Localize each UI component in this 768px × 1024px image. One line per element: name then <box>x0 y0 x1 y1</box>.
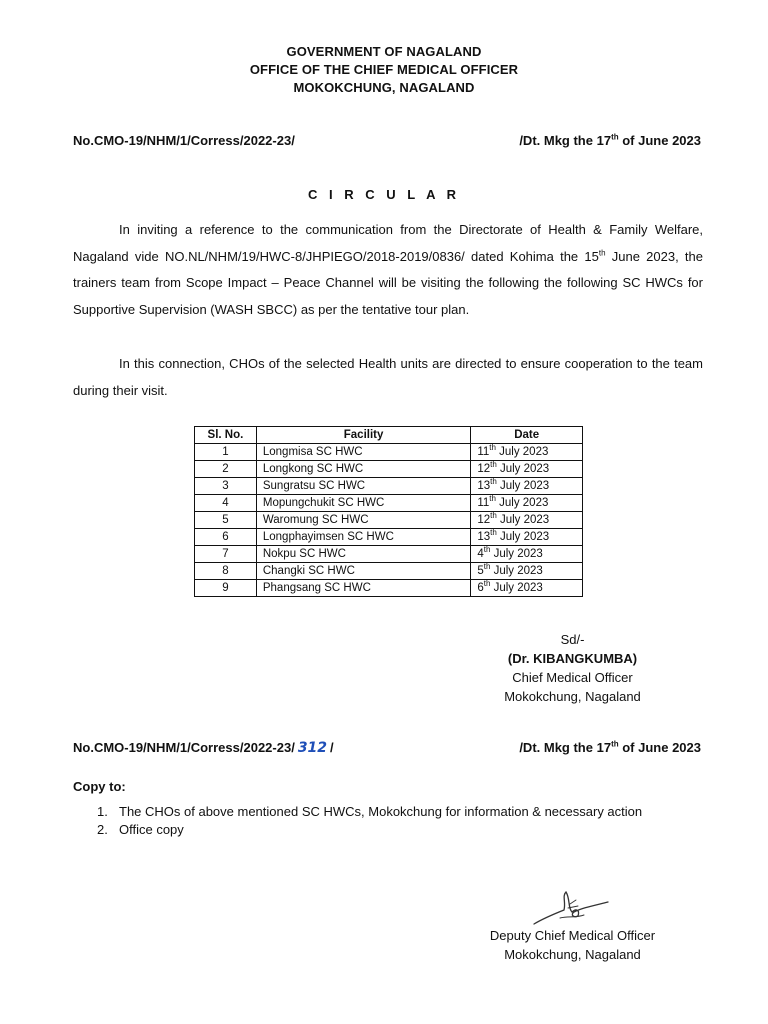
table-row <box>195 529 583 546</box>
table-row <box>195 580 583 597</box>
header-office: OFFICE OF THE CHIEF MEDICAL OFFICER <box>249 62 519 77</box>
header-location: MOKOKCHUNG, NAGALAND <box>293 80 475 95</box>
table-row <box>195 563 583 580</box>
signatory-place: Mokokchung, Nagaland <box>504 689 641 704</box>
cell-sl-no: 8 <box>195 563 257 580</box>
cell-facility: Mopungchukit SC HWC <box>256 495 470 512</box>
table-row <box>195 512 583 529</box>
signatory-name: (Dr. KIBANGKUMBA) <box>507 651 638 666</box>
signatory-designation: Deputy Chief Medical Officer <box>489 928 656 943</box>
document-title: C I R C U L A R <box>308 187 460 202</box>
table-header-row <box>195 427 583 444</box>
signature-block-dcmo <box>440 926 705 964</box>
cell-date: 13th July 2023 <box>471 529 583 546</box>
table-row <box>195 444 583 461</box>
table-row <box>195 546 583 563</box>
cell-sl-no: 2 <box>195 461 257 478</box>
column-header-date: Date <box>471 427 583 444</box>
cell-date: 12th July 2023 <box>471 512 583 529</box>
column-header-sl-no: Sl. No. <box>195 427 257 444</box>
reference-date-copy: /Dt. Mkg the 17th of June 2023 <box>519 739 701 755</box>
reference-number-copy: No.CMO-19/NHM/1/Corress/2022-23/ 312 / <box>73 740 334 756</box>
handwritten-signature <box>530 888 612 930</box>
reference-line-top <box>73 133 703 151</box>
reference-date: /Dt. Mkg the 17th of June 2023 <box>519 132 701 148</box>
cell-sl-no: 4 <box>195 495 257 512</box>
paragraph-intro: In inviting a reference to the communication from the Directorate of Health & Family Welfare, Nagaland vide NO.NL/NHM/19/HWC-8/JHPIEGO/2018-2019/0836/ dated Kohima the 15th June 2023, the trainers team from Scope Impact – Peace Channel will be visiting the following the following SC HWCs for Supportive Supervision (WASH SBCC) as per the tentative tour plan. <box>73 222 703 317</box>
paragraph-direction: In this connection, CHOs of the selected Health units are directed to ensure cooperation to the team during their visit. <box>73 356 703 398</box>
cell-sl-no: 9 <box>195 580 257 597</box>
cell-date: 11th July 2023 <box>471 495 583 512</box>
cell-sl-no: 3 <box>195 478 257 495</box>
cell-date: 12th July 2023 <box>471 461 583 478</box>
cell-facility: Nokpu SC HWC <box>256 546 470 563</box>
signatory-place: Mokokchung, Nagaland <box>504 947 641 962</box>
list-item: 1. The CHOs of above mentioned SC HWCs, Mokokchung for information & necessary action <box>97 804 643 819</box>
cell-facility: Longmisa SC HWC <box>256 444 470 461</box>
handwritten-dispatch-number: 312 <box>297 740 328 756</box>
cell-date: 11th July 2023 <box>471 444 583 461</box>
cell-sl-no: 7 <box>195 546 257 563</box>
signature-block-cmo <box>440 630 705 706</box>
cell-facility: Longkong SC HWC <box>256 461 470 478</box>
table-row <box>195 478 583 495</box>
cell-facility: Changki SC HWC <box>256 563 470 580</box>
cell-facility: Longphayimsen SC HWC <box>256 529 470 546</box>
cell-sl-no: 1 <box>195 444 257 461</box>
reference-line-bottom <box>73 740 703 760</box>
cell-facility: Waromung SC HWC <box>256 512 470 529</box>
cell-facility: Sungratsu SC HWC <box>256 478 470 495</box>
cell-sl-no: 5 <box>195 512 257 529</box>
header-government: GOVERNMENT OF NAGALAND <box>286 44 482 59</box>
cell-date: 4th July 2023 <box>471 546 583 563</box>
signatory-designation: Chief Medical Officer <box>512 670 633 685</box>
column-header-facility: Facility <box>256 427 470 444</box>
cell-sl-no: 6 <box>195 529 257 546</box>
cell-date: 6th July 2023 <box>471 580 583 597</box>
table-row <box>195 495 583 512</box>
signed-mark: Sd/- <box>560 632 585 647</box>
table-row <box>195 461 583 478</box>
cell-date: 13th July 2023 <box>471 478 583 495</box>
list-item: 2. Office copy <box>97 822 184 837</box>
copy-to-label: Copy to: <box>73 779 126 794</box>
cell-facility: Phangsang SC HWC <box>256 580 470 597</box>
copy-to-list <box>97 803 642 839</box>
facility-schedule-table <box>194 426 583 597</box>
reference-number: No.CMO-19/NHM/1/Corress/2022-23/ <box>73 133 295 148</box>
cell-date: 5th July 2023 <box>471 563 583 580</box>
